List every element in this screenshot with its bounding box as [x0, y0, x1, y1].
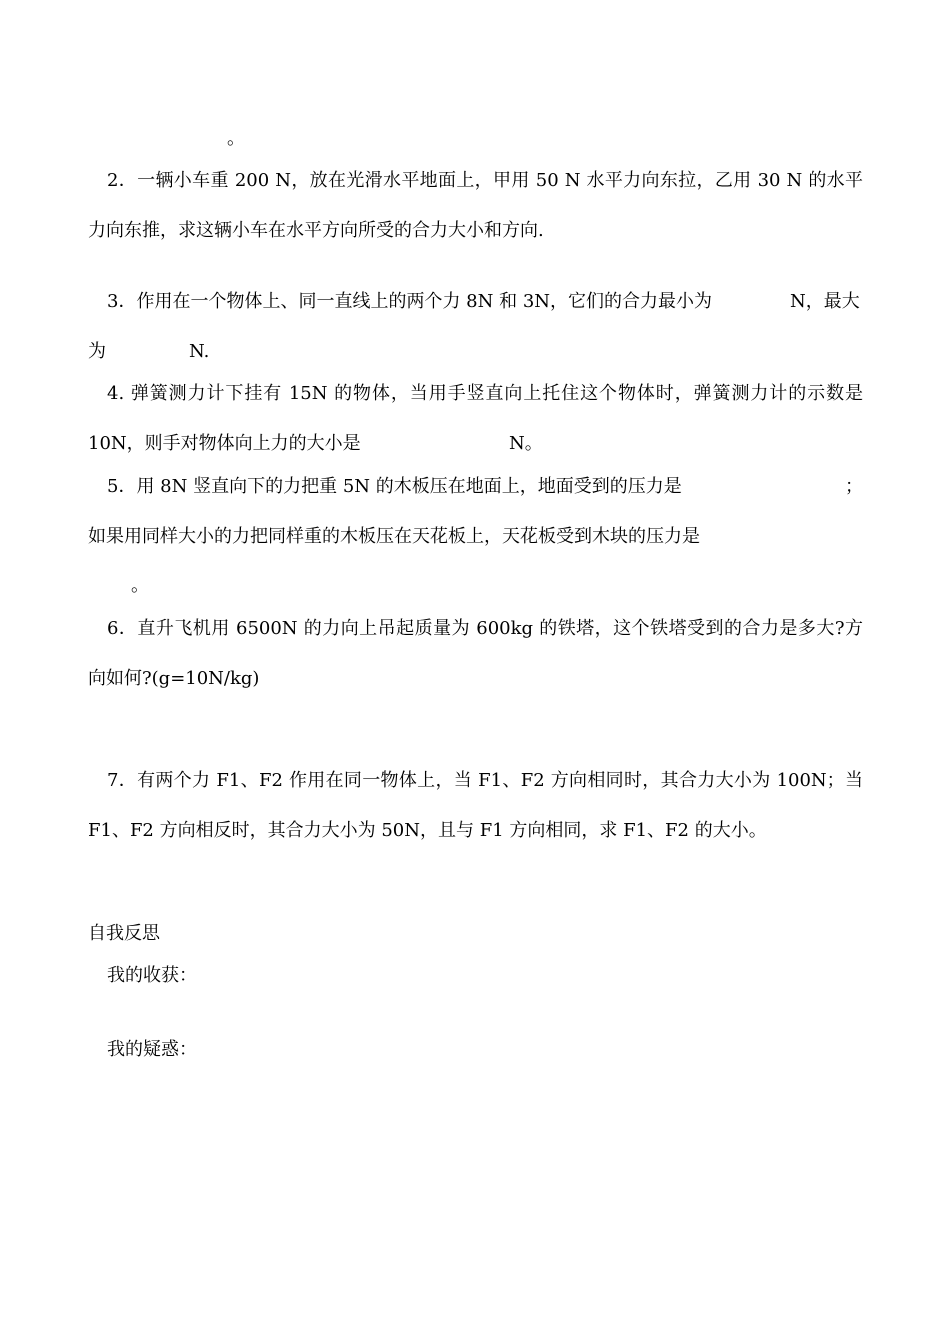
question-6-line-2: 向如何?(g=10N/kg): [88, 668, 260, 689]
question-5-line-1-end: ；: [845, 476, 863, 497]
question-3-line-1: 3．作用在一个物体上、同一直线上的两个力 8N 和 3N，它们的合力最小为: [107, 291, 713, 312]
question-7-line-2: F1、F2 方向相反时，其合力大小为 50N，且与 F1 方向相同，求 F1、F2 的大小。: [88, 820, 767, 841]
question-6-line-1: 6．直升飞机用 6500N 的力向上吊起质量为 600kg 的铁塔，这个铁塔受到的合力是多大?方: [107, 618, 863, 639]
question-3-line-1-end: N，最大: [790, 291, 860, 312]
question-2-line-1: 2．一辆小车重 200 N，放在光滑水平地面上，甲用 50 N 水平力向东拉，乙用 30 N 的水平: [107, 170, 863, 191]
question-5-line-3: 。: [131, 575, 149, 596]
question-4-line-1: 4. 弹簧测力计下挂有 15N 的物体，当用手竖直向上托住这个物体时，弹簧测力计的示数是: [107, 383, 863, 404]
question-4-line-2-end: N。: [509, 433, 543, 454]
question-7-line-1: 7．有两个力 F1、F2 作用在同一物体上，当 F1、F2 方向相同时，其合力大小为 100N；当: [107, 770, 863, 791]
question-5-line-2: 如果用同样大小的力把同样重的木板压在天花板上，天花板受到木块的压力是: [88, 526, 700, 547]
question-3-line-2-end: N.: [189, 341, 210, 362]
gains-label: 我的收获：: [107, 965, 197, 986]
question-5-line-1: 5．用 8N 竖直向下的力把重 5N 的木板压在地面上，地面受到的压力是: [107, 476, 682, 497]
doubts-label: 我的疑惑：: [107, 1039, 197, 1060]
question-3-line-2-start: 为: [88, 341, 106, 362]
reflection-heading: 自我反思: [88, 923, 160, 944]
question-4-line-2-start: 10N，则手对物体向上力的大小是: [88, 433, 361, 454]
question-2-line-2: 力向东推，求这辆小车在水平方向所受的合力大小和方向.: [88, 220, 544, 241]
top-period: 。: [227, 128, 245, 149]
